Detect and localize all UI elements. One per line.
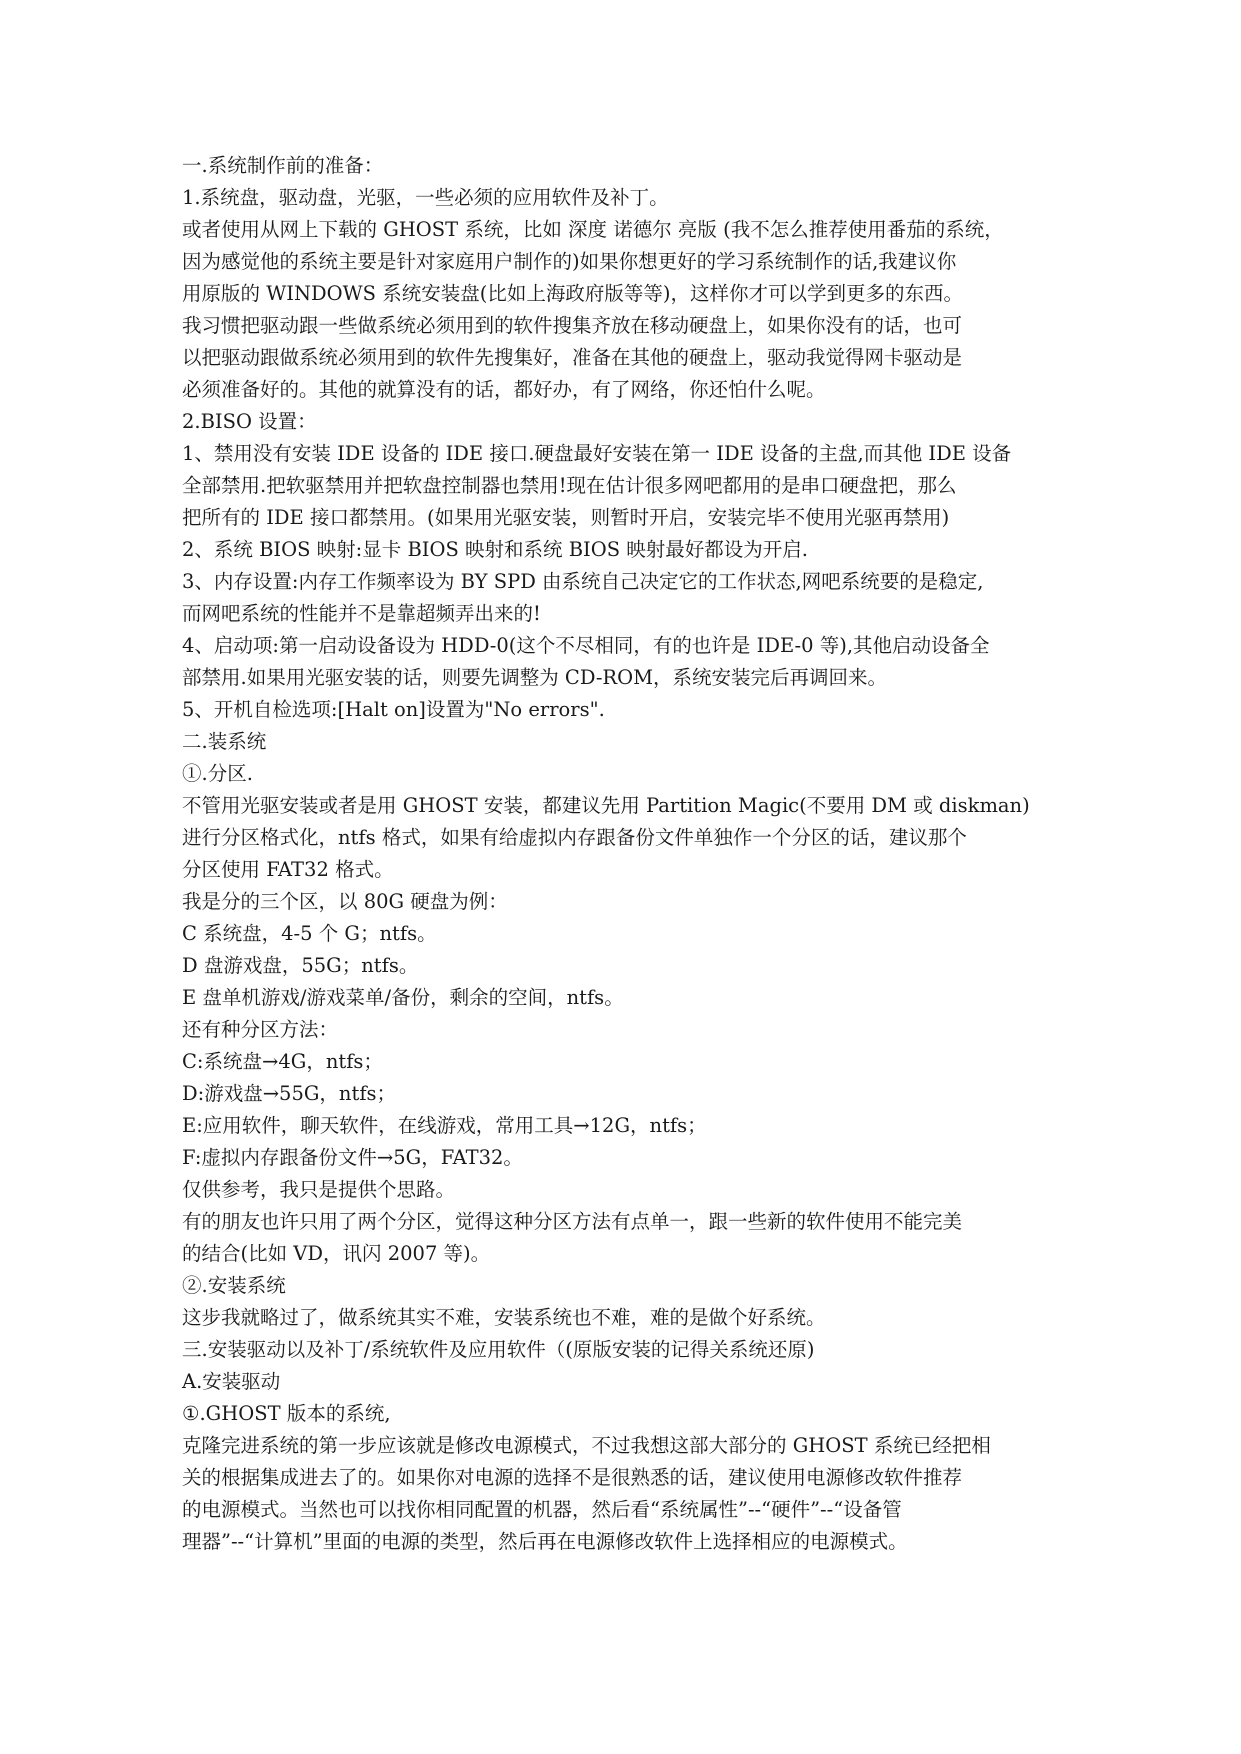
paragraph-line: 因为感觉他的系统主要是针对家庭用户制作的)如果你想更好的学习系统制作的话,我建议你 xyxy=(182,250,957,273)
paragraph-line: 必须准备好的。其他的就算没有的话，都好办，有了网络，你还怕什么呢。 xyxy=(182,378,826,401)
list-item: C 系统盘，4-5 个 G；ntfs。 xyxy=(182,922,437,945)
paragraph-line: 的结合(比如 VD，讯闪 2007 等)。 xyxy=(182,1242,491,1265)
heading-section-2: 二.装系统 xyxy=(182,730,267,753)
paragraph-line: 5、开机自检选项:[Halt on]设置为"No errors". xyxy=(182,698,605,721)
list-item: D:游戏盘→55G，ntfs； xyxy=(182,1082,397,1105)
subheading-biso: 2.BISO 设置： xyxy=(182,410,317,433)
paragraph-line: 全部禁用.把软驱禁用并把软盘控制器也禁用!现在估计很多网吧都用的是串口硬盘把，那么 xyxy=(182,474,957,497)
paragraph-line: 关的根据集成进去了的。如果你对电源的选择不是很熟悉的话，建议使用电源修改软件推荐 xyxy=(182,1466,963,1489)
list-item: F:虚拟内存跟备份文件→5G，FAT32。 xyxy=(182,1146,523,1169)
paragraph-line: 仅供参考，我只是提供个思路。 xyxy=(182,1178,456,1201)
paragraph-line: 而网吧系统的性能并不是靠超频弄出来的! xyxy=(182,602,541,625)
paragraph-line: 把所有的 IDE 接口都禁用。(如果用光驱安装，则暂时开启，安装完毕不使用光驱再禁用) xyxy=(182,506,950,529)
list-item: C:系统盘→4G，ntfs； xyxy=(182,1050,383,1073)
paragraph-line: 1.系统盘，驱动盘，光驱，一些必须的应用软件及补丁。 xyxy=(182,186,669,209)
paragraph-line: 克隆完进系统的第一步应该就是修改电源模式，不过我想这部大部分的 GHOST 系统已经把相 xyxy=(182,1434,991,1457)
subheading-install-drivers: A.安装驱动 xyxy=(182,1370,281,1393)
paragraph-line: 分区使用 FAT32 格式。 xyxy=(182,858,394,881)
subheading-install-system: ②.安装系统 xyxy=(182,1274,286,1297)
paragraph-line: 这步我就略过了，做系统其实不难，安装系统也不难，难的是做个好系统。 xyxy=(182,1306,826,1329)
heading-section-3: 三.安装驱动以及补丁/系统软件及应用软件（(原版安装的记得关系统还原) xyxy=(182,1338,815,1361)
document-body xyxy=(182,150,1087,1558)
paragraph-line: 进行分区格式化，ntfs 格式，如果有给虚拟内存跟备份文件单独作一个分区的话，建议那个 xyxy=(182,826,967,849)
paragraph-line: 理器”--“计算机”里面的电源的类型，然后再在电源修改软件上选择相应的电源模式。 xyxy=(182,1530,908,1553)
list-item: D 盘游戏盘，55G；ntfs。 xyxy=(182,954,419,977)
paragraph-line: 不管用光驱安装或者是用 GHOST 安装，都建议先用 Partition Magic(不要用 DM 或 diskman) xyxy=(182,794,1030,817)
paragraph-line: 还有种分区方法： xyxy=(182,1018,339,1041)
paragraph-line: 用原版的 WINDOWS 系统安装盘(比如上海政府版等等)，这样你才可以学到更多的东西。 xyxy=(182,282,963,305)
paragraph-line: 有的朋友也许只用了两个分区，觉得这种分区方法有点单一，跟一些新的软件使用不能完美 xyxy=(182,1210,963,1233)
paragraph-line: 部禁用.如果用光驱安装的话，则要先调整为 CD-ROM，系统安装完后再调回来。 xyxy=(182,666,888,689)
paragraph-line: 或者使用从网上下载的 GHOST 系统，比如 深度 诺德尔 亮版 (我不怎么推荐使用番茄的系统， xyxy=(182,218,1004,241)
list-item: E:应用软件，聊天软件，在线游戏，常用工具→12G，ntfs； xyxy=(182,1114,707,1137)
paragraph-line: 1、禁用没有安装 IDE 设备的 IDE 接口.硬盘最好安装在第一 IDE 设备的主盘,而其他 IDE 设备 xyxy=(182,442,1012,465)
paragraph-line: 的电源模式。当然也可以找你相同配置的机器，然后看“系统属性”--“硬件”--“设备管 xyxy=(182,1498,902,1521)
heading-section-1: 一.系统制作前的准备： xyxy=(182,154,384,177)
paragraph-line: 2、系统 BIOS 映射:显卡 BIOS 映射和系统 BIOS 映射最好都设为开启. xyxy=(182,538,808,561)
subheading-ghost-version: ①.GHOST 版本的系统, xyxy=(182,1402,391,1425)
paragraph-line: 以把驱动跟做系统必须用到的软件先搜集好，准备在其他的硬盘上，驱动我觉得网卡驱动是 xyxy=(182,346,963,369)
subheading-partition: ①.分区. xyxy=(182,762,253,785)
paragraph-line: 我是分的三个区，以 80G 硬盘为例： xyxy=(182,890,508,913)
paragraph-line: 4、启动项:第一启动设备设为 HDD-0(这个不尽相同，有的也许是 IDE-0 等),其他启动设备全 xyxy=(182,634,990,657)
list-item: E 盘单机游戏/游戏菜单/备份，剩余的空间，ntfs。 xyxy=(182,986,624,1009)
paragraph-line: 3、内存设置:内存工作频率设为 BY SPD 由系统自己决定它的工作状态,网吧系统要的是稳定, xyxy=(182,570,984,593)
paragraph-line: 我习惯把驱动跟一些做系统必须用到的软件搜集齐放在移动硬盘上，如果你没有的话，也可 xyxy=(182,314,963,337)
